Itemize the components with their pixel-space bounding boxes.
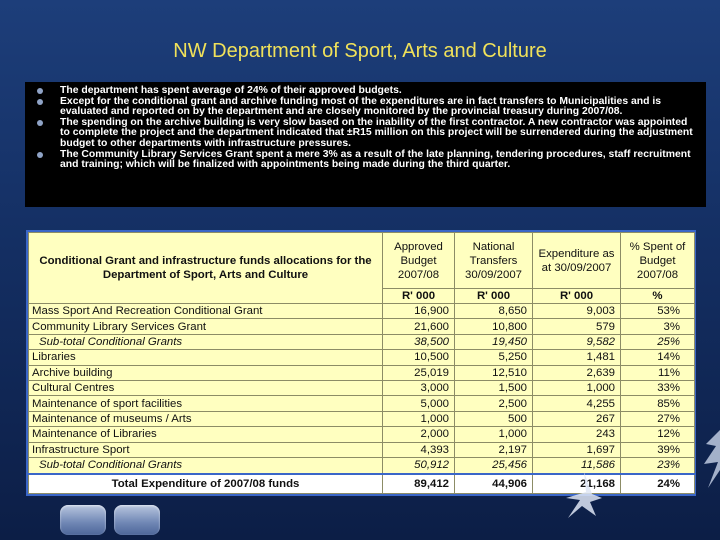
row-expenditure: 1,000 xyxy=(533,381,621,396)
row-budget: 5,000 xyxy=(383,396,455,411)
table-title: Conditional Grant and infrastructure funds allocations for the Department of Sport, Arts and Culture xyxy=(29,233,383,304)
header-national-transfers: National Transfers 30/09/2007 xyxy=(455,233,533,289)
row-transfers: 500 xyxy=(455,411,533,426)
bullet-dot-icon xyxy=(37,88,43,94)
row-percent: 11% xyxy=(621,365,695,380)
table-row xyxy=(29,442,695,457)
table-row xyxy=(29,396,695,411)
bullet-item xyxy=(37,97,698,118)
side-decoration-icon xyxy=(700,430,720,490)
row-expenditure: 9,582 xyxy=(533,334,621,349)
slide-title: NW Department of Sport, Arts and Culture xyxy=(173,40,547,62)
row-budget: 50,912 xyxy=(383,458,455,474)
bullet-dot-icon xyxy=(37,152,43,158)
row-budget: 1,000 xyxy=(383,411,455,426)
header-percent-spent: % Spent of Budget 2007/08 xyxy=(621,233,695,289)
row-percent: 3% xyxy=(621,319,695,334)
row-expenditure: 579 xyxy=(533,319,621,334)
table-row xyxy=(29,304,695,319)
bullet-item xyxy=(37,150,698,171)
row-percent: 85% xyxy=(621,396,695,411)
row-transfers: 2,500 xyxy=(455,396,533,411)
row-budget: 38,500 xyxy=(383,334,455,349)
row-expenditure: 1,697 xyxy=(533,442,621,457)
row-percent: 27% xyxy=(621,411,695,426)
row-expenditure: 243 xyxy=(533,427,621,442)
total-transfers: 44,906 xyxy=(455,474,533,494)
row-percent: 25% xyxy=(621,334,695,349)
bullet-box xyxy=(25,82,706,207)
table-row xyxy=(29,411,695,426)
bullet-text: The spending on the archive building is very slow based on the inability of the first contractor. A new contractor was appointed to complete the project and the department indicated that ±R15 million on this project will be surrendered during the adjustment budget to other departments with infrastructure pressures. xyxy=(60,116,693,149)
row-transfers: 10,800 xyxy=(455,319,533,334)
table-row xyxy=(29,427,695,442)
row-transfers: 2,197 xyxy=(455,442,533,457)
row-label: Libraries xyxy=(29,350,383,365)
bullet-text: Except for the conditional grant and archive funding most of the expenditures are in fact transfers to Municipalities and is evaluated and reported on by the department and are closely monitored by the provincial treasury during 2007/08. xyxy=(60,95,662,118)
total-percent: 24% xyxy=(621,474,695,494)
row-expenditure: 2,639 xyxy=(533,365,621,380)
row-label: Maintenance of museums / Arts xyxy=(29,411,383,426)
header-approved-budget: Approved Budget 2007/08 xyxy=(383,233,455,289)
row-budget: 3,000 xyxy=(383,381,455,396)
next-slide-icon[interactable] xyxy=(114,505,160,535)
row-expenditure: 11,586 xyxy=(533,458,621,474)
header-expenditure: Expenditure as at 30/09/2007 xyxy=(533,233,621,289)
bullet-dot-icon xyxy=(37,99,43,105)
row-transfers: 5,250 xyxy=(455,350,533,365)
table-row xyxy=(29,319,695,334)
row-label: Cultural Centres xyxy=(29,381,383,396)
row-label: Community Library Services Grant xyxy=(29,319,383,334)
row-label: Maintenance of sport facilities xyxy=(29,396,383,411)
row-expenditure: 267 xyxy=(533,411,621,426)
funds-table xyxy=(28,232,695,494)
row-percent: 33% xyxy=(621,381,695,396)
row-label: Archive building xyxy=(29,365,383,380)
bullet-item xyxy=(37,118,698,150)
row-percent: 12% xyxy=(621,427,695,442)
row-percent: 23% xyxy=(621,458,695,474)
row-transfers: 1,500 xyxy=(455,381,533,396)
row-transfers: 8,650 xyxy=(455,304,533,319)
star-decoration-icon xyxy=(560,470,604,520)
row-expenditure: 9,003 xyxy=(533,304,621,319)
total-expenditure: 21,168 xyxy=(533,474,621,494)
row-expenditure: 4,255 xyxy=(533,396,621,411)
row-transfers: 19,450 xyxy=(455,334,533,349)
row-budget: 4,393 xyxy=(383,442,455,457)
funds-table-container xyxy=(26,230,696,496)
bullet-text: The department has spent average of 24% of their approved budgets. xyxy=(60,85,402,96)
previous-slide-icon[interactable] xyxy=(60,505,106,535)
row-label: Maintenance of Libraries xyxy=(29,427,383,442)
unit-cell: R' 000 xyxy=(383,289,455,304)
row-percent: 39% xyxy=(621,442,695,457)
row-budget: 16,900 xyxy=(383,304,455,319)
row-transfers: 1,000 xyxy=(455,427,533,442)
row-percent: 53% xyxy=(621,304,695,319)
table-header-row xyxy=(29,233,695,289)
row-label: Sub-total Conditional Grants xyxy=(29,334,383,349)
row-budget: 10,500 xyxy=(383,350,455,365)
row-label: Mass Sport And Recreation Conditional Grant xyxy=(29,304,383,319)
row-expenditure: 1,481 xyxy=(533,350,621,365)
bullet-dot-icon xyxy=(37,120,43,126)
table-row xyxy=(29,350,695,365)
table-row xyxy=(29,365,695,380)
total-label: Total Expenditure of 2007/08 funds xyxy=(29,474,383,494)
row-budget: 25,019 xyxy=(383,365,455,380)
bullet-text: The Community Library Services Grant spent a mere 3% as a result of the late planning, tendering procedures, staff recruitment and training; which will be finalized with appointments being made during the third quarter. xyxy=(60,148,691,171)
unit-cell: % xyxy=(621,289,695,304)
row-percent: 14% xyxy=(621,350,695,365)
total-budget: 89,412 xyxy=(383,474,455,494)
row-label: Sub-total Conditional Grants xyxy=(29,458,383,474)
row-budget: 2,000 xyxy=(383,427,455,442)
row-transfers: 25,456 xyxy=(455,458,533,474)
row-budget: 21,600 xyxy=(383,319,455,334)
unit-cell: R' 000 xyxy=(533,289,621,304)
subtotal-row xyxy=(29,334,695,349)
unit-cell: R' 000 xyxy=(455,289,533,304)
row-label: Infrastructure Sport xyxy=(29,442,383,457)
bullet-list xyxy=(37,86,698,171)
table-row xyxy=(29,381,695,396)
row-transfers: 12,510 xyxy=(455,365,533,380)
